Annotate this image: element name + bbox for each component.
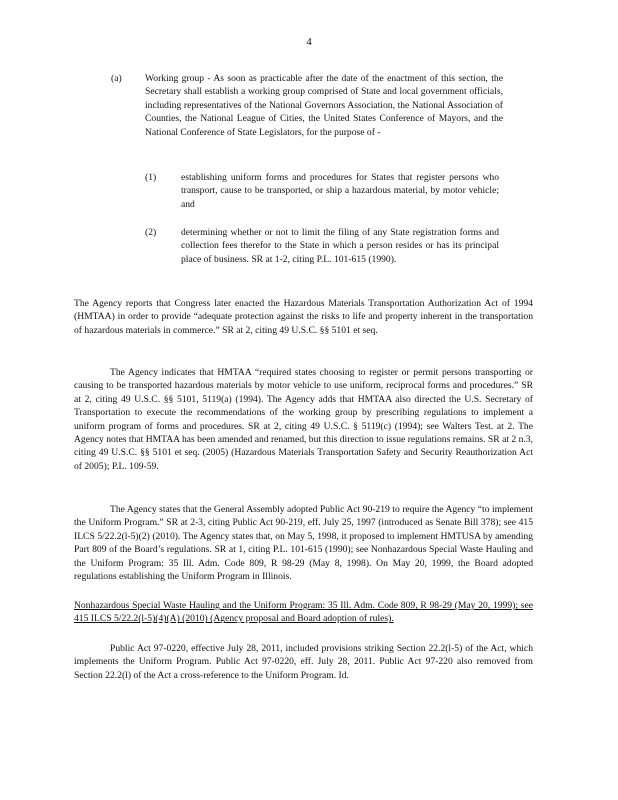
item-2-label: (2) [145,227,157,238]
paragraph-hmtaa-enactment: The Agency reports that Congress later enacted the Hazardous Materials Transportation Authorization Act of 1994 (HMTAA) in order to provide “adequate protection against the risks to life and property inherent in the transportation of hazardous materials in commerce.” SR at 2, citing 49 U.S.C. §§ 5101 et seq. [74,298,533,336]
paragraph-public-act-90-219: The Agency states that the General Assembly adopted Public Act 90-219 to require the Agency “to implement the Uniform Program.” SR at 2-3, citing Public Act 90-219, eff. July 25, 1997 (introduced as Senate Bill 378); see 415 ILCS 5/22.2(l-5)(2) (2010). The Agency states that, on May 5, 1998, it proposed to implement HMTUSA by amending Part 809 of the Board’s regulations. SR at 1, citing P.L. 101-615 (1990); see Nonhazardous Special Waste Hauling and the Uniform Program: 35 Ill. Adm. Code 809, R 98-29 (May 8, 1998). On May 20, 1999, the Board adopted regulations establishing the Uniform Program in Illinois. [74,504,533,583]
section-a-text: Working group - As soon as practicable after the date of the enactment of this section, the Secretary shall establish a working group comprised of State and local government officials, including representatives of the National Governors Association, the National Association of Counties, the National League of Cities, the United States Conference of Mayors, and the National Conference of State Legislators, for the purpose of - [145,73,503,138]
page-number: 4 [306,36,312,48]
paragraph-public-act-97-0220: Public Act 97-0220, effective July 28, 2011, included provisions striking Section 22.2(l-5) of the Act, which implements the Uniform Program. Public Act 97-0220, eff. July 28, 2011. Public Act 97-220 also removed from Section 22.2(l) of the Act a cross-reference to the Uniform Program. Id. [74,643,533,681]
item-1-text: establishing uniform forms and procedures for States that register persons who transport, cause to be transported, or ship a hazardous material, by motor vehicle; and [181,172,499,210]
section-a-label: (a) [111,73,122,84]
paragraph-hmtaa-requirements: The Agency indicates that HMTAA “required states choosing to register or permit persons transporting or causing to be transported hazardous materials by motor vehicle to use uniform, reciprocal forms and procedures.” SR at 2, citing 49 U.S.C. §§ 5101, 5119(a) (1994). The Agency adds that HMTAA also directed the U.S. Secretary of Transportation to execute the recommendations of the working group by prescribing regulations to implement a uniform program of forms and procedures. SR at 2, citing 49 U.S.C. § 5119(c) (1994); see Walters Test. at 2. The Agency notes that HMTAA has been amended and renamed, but this direction to issue regulations remains. SR at 2 n.3, citing 49 U.S.C. §§ 5101 et seq. (2005) (Hazardous Materials Transportation Safety and Security Reauthorization Act of 2005); P.L. 109-59. [74,367,533,472]
item-1-label: (1) [145,172,157,183]
item-2-text: determining whether or not to limit the filing of any State registration forms and collection fees therefor to the State in which a person resides or has its principal place of business. SR at 1-2, citing P.L. 101-615 (1990). [181,227,499,265]
paragraph-board-adoption-citation: Nonhazardous Special Waste Hauling and the Uniform Program: 35 Ill. Adm. Code 809, R 98-29 (May 20, 1999); see 415 ILCS 5/22.2(l-5)(4)(A) (2010) (Agency proposal and Board adoption of rules). [74,600,533,625]
